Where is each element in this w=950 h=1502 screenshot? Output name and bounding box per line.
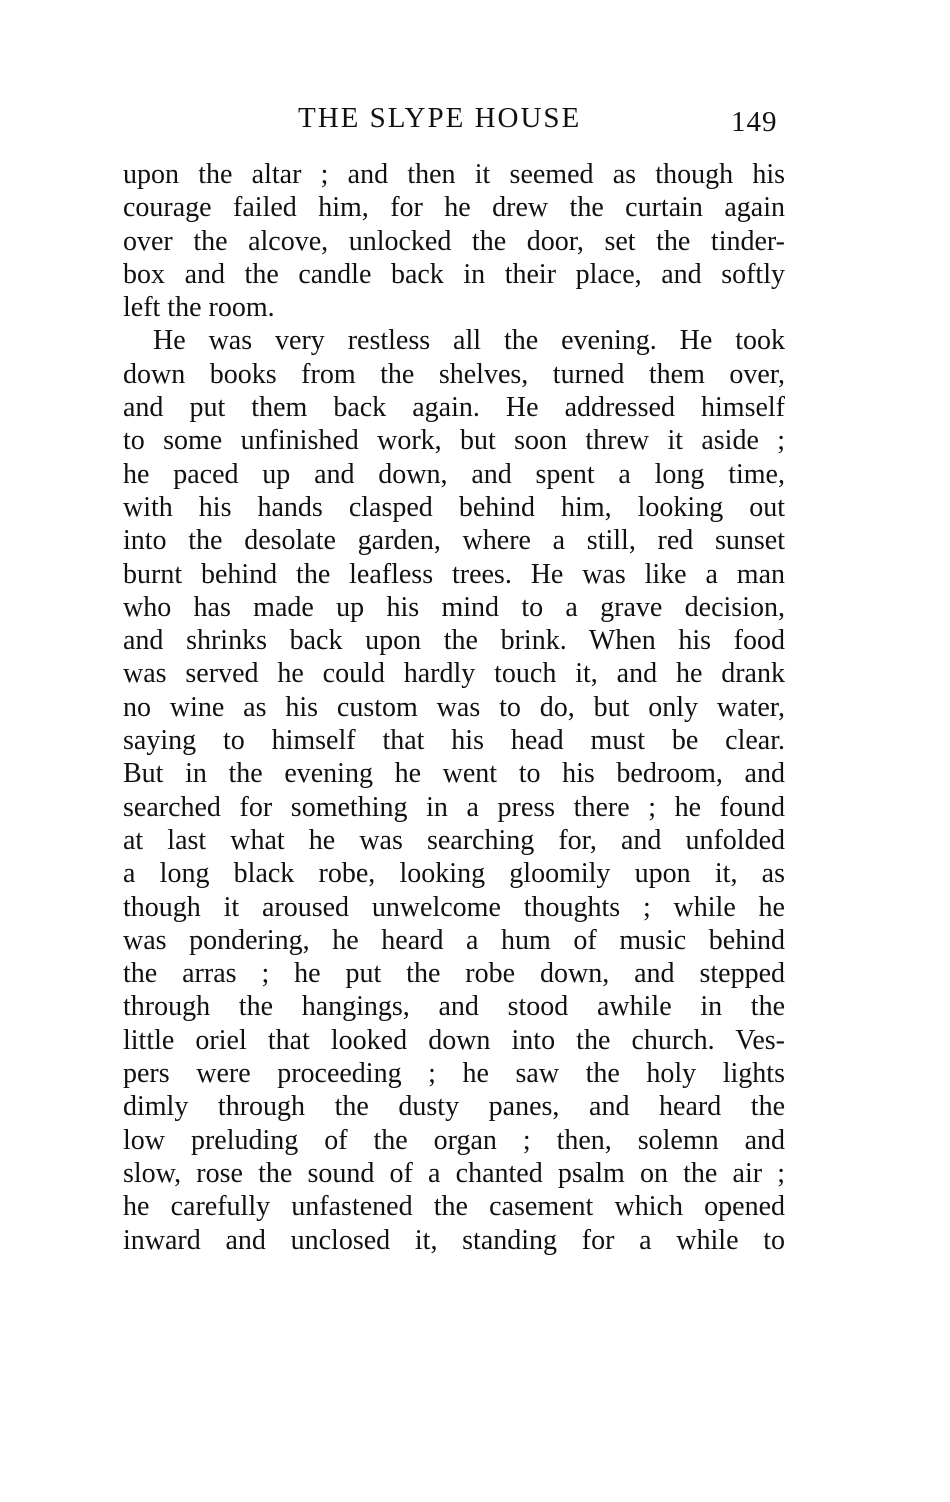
text-line: was pondering, he heard a hum of music behind [123,924,785,956]
text-line: he paced up and down, and spent a long time, [123,458,785,490]
running-title: THE SLYPE HOUSE [298,102,582,134]
text-line: little oriel that looked down into the church. Ves- [123,1024,785,1056]
text-line: to some unfinished work, but soon threw it aside ; [123,425,785,457]
text-line: down books from the shelves, turned them over, [123,358,785,390]
text-line: saying to himself that his head must be clear. [123,725,785,757]
text-line: a long black robe, looking gloomily upon it, as [123,858,785,890]
text-line: box and the candle back in their place, and softly [123,258,785,290]
text-line: inward and unclosed it, standing for a while to [123,1224,785,1256]
text-line: upon the altar ; and then it seemed as though his [123,159,785,190]
text-line: he carefully unfastened the casement which opened [123,1191,785,1223]
text-line: searched for something in a press there ; he found [123,791,785,823]
text-line: slow, rose the sound of a chanted psalm on the air ; [123,1157,785,1189]
text-line: and shrinks back upon the brink. When his food [123,625,785,657]
text-line: over the alcove, unlocked the door, set the tinder- [123,225,785,257]
text-line: pers were proceeding ; he saw the holy lights [123,1058,785,1090]
text-line: was served he could hardly touch it, and he drank [123,658,785,690]
text-line: dimly through the dusty panes, and heard the [123,1091,785,1123]
text-line: though it aroused unwelcome thoughts ; while he [123,891,785,923]
text-line: the arras ; he put the robe down, and stepped [123,958,785,990]
text-line: into the desolate garden, where a still, red sunset [123,525,785,557]
text-line: courage failed him, for he drew the curtain again [123,192,785,224]
body-text [123,158,785,1257]
text-line: no wine as his custom was to do, but only water, [123,691,785,723]
running-head [0,98,950,138]
page-number: 149 [731,106,778,138]
text-line: who has made up his mind to a grave decision, [123,591,785,623]
text-line: with his hands clasped behind him, looking out [123,491,785,523]
text-line: at last what he was searching for, and unfolded [123,824,785,856]
text-line: through the hangings, and stood awhile in the [123,991,785,1023]
text-line: low preluding of the organ ; then, solemn and [123,1124,785,1156]
text-line: But in the evening he went to his bedroom, and [123,758,785,790]
text-line: and put them back again. He addressed himself [123,392,785,424]
text-line: He was very restless all the evening. He took [153,325,785,357]
text-line: left the room. [123,292,275,324]
text-line: burnt behind the leafless trees. He was like a man [123,558,785,590]
